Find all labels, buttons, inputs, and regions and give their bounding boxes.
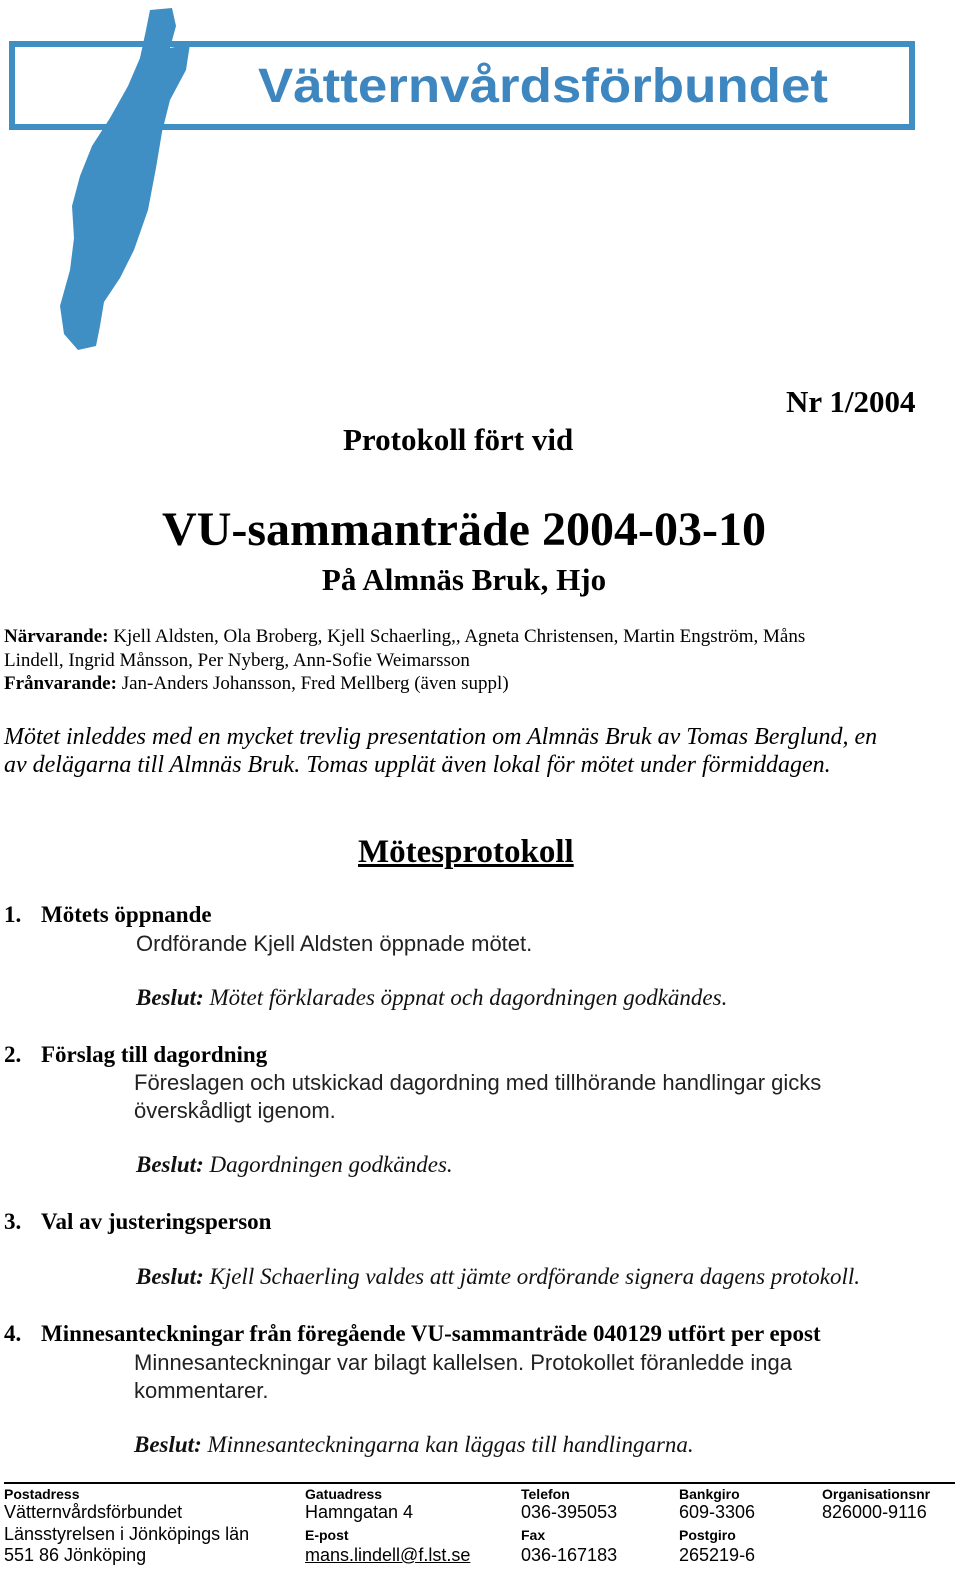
footer-postadress-3: 551 86 Jönköping: [4, 1545, 147, 1565]
footer-email-link[interactable]: mans.lindell@f.lst.se: [305, 1545, 471, 1565]
organization-logo: [0, 0, 960, 360]
document-number: Nr 1/2004: [786, 384, 916, 419]
decision-label: Beslut:: [136, 1152, 204, 1177]
item-body-line: kommentarer.: [134, 1378, 269, 1403]
item-decision: [136, 1152, 453, 1178]
footer-fax: 036-167183: [521, 1545, 618, 1565]
agenda-item-heading: [4, 1321, 821, 1347]
meeting-location: På Almnäs Bruk, Hjo: [321, 562, 607, 597]
footer-postadress-2: Länsstyrelsen i Jönköpings län: [4, 1524, 250, 1544]
intro-line-1: Mötet inleddes med en mycket trevlig presentation om Almnäs Bruk av Tomas Berglund, en: [4, 724, 878, 750]
footer-bankgiro-label: Bankgiro: [679, 1486, 740, 1502]
item-number: 3.: [4, 1209, 22, 1234]
footer-telefon: 036-395053: [521, 1502, 618, 1522]
footer-postadress-label: Postadress: [4, 1486, 80, 1502]
page-title: VU-sammanträde 2004-03-10: [162, 503, 766, 556]
decision-label: Beslut:: [134, 1432, 202, 1457]
decision-label: Beslut:: [136, 985, 204, 1010]
section-title: Mötesprotokoll: [358, 834, 574, 870]
item-number: 4.: [4, 1321, 22, 1346]
agenda-item-heading: [4, 1042, 267, 1068]
decision-text: Dagordningen godkändes.: [203, 1152, 453, 1177]
item-body-line: Ordförande Kjell Aldsten öppnade mötet.: [136, 931, 533, 956]
footer-postgiro-label: Postgiro: [679, 1527, 736, 1543]
footer-gatuadress-label: Gatuadress: [305, 1486, 383, 1502]
item-number: 2.: [4, 1042, 22, 1067]
footer-bankgiro: 609-3306: [679, 1502, 756, 1522]
decision-text: Kjell Schaerling valdes att jämte ordförande signera dagens protokoll.: [203, 1264, 861, 1289]
decision-label: Beslut:: [136, 1264, 204, 1289]
item-body-line: överskådligt igenom.: [134, 1098, 336, 1123]
footer-divider: [4, 1482, 955, 1484]
footer-postgiro: 265219-6: [679, 1545, 756, 1565]
footer-fax-label: Fax: [521, 1527, 546, 1543]
agenda-item-heading: [4, 1209, 271, 1235]
item-decision: [134, 1432, 694, 1458]
item-title: Minnesanteckningar från föregående VU-sammanträde 040129 utfört per epost: [41, 1321, 821, 1346]
footer-postadress-1: Vätternvårdsförbundet: [4, 1502, 183, 1522]
footer-orgnr: 826000-9116: [822, 1502, 927, 1522]
item-title: Förslag till dagordning: [41, 1042, 268, 1067]
item-decision: [136, 985, 727, 1011]
present-names-2: Lindell, Ingrid Månsson, Per Nyberg, Ann-Sofie Weimarsson: [4, 650, 470, 671]
item-number: 1.: [4, 902, 22, 927]
item-body-line: Föreslagen och utskickad dagordning med tillhörande handlingar gicks: [134, 1070, 822, 1095]
item-decision: [136, 1264, 860, 1290]
footer-epost-label: E-post: [305, 1527, 349, 1543]
attendance-present-line-1: [4, 626, 805, 648]
footer-telefon-label: Telefon: [521, 1486, 570, 1502]
footer-gatuadress: Hamngatan 4: [305, 1502, 414, 1522]
item-body-line: Minnesanteckningar var bilagt kallelsen. Protokollet föranledde inga: [134, 1350, 792, 1375]
intro-line-2: av delägarna till Almnäs Bruk. Tomas upplät även lokal för mötet under förmiddagen.: [4, 752, 831, 778]
footer-orgnr-label: Organisationsnr: [822, 1486, 931, 1502]
present-names-1: Kjell Aldsten, Ola Broberg, Kjell Schaerling,, Agneta Christensen, Martin Engström, Måns: [108, 626, 806, 647]
absent-label: Frånvarande:: [4, 673, 117, 694]
absent-names: Jan-Anders Johansson, Fred Mellberg (även suppl): [116, 673, 509, 694]
item-title: Mötets öppnande: [41, 902, 212, 927]
decision-text: Minnesanteckningarna kan läggas till handlingarna.: [201, 1432, 694, 1457]
logo-text: Vätternvårdsförbundet: [258, 60, 829, 113]
document-subtitle: Protokoll fört vid: [343, 422, 574, 457]
present-label: Närvarande:: [4, 626, 109, 647]
agenda-item-heading: [4, 902, 212, 928]
attendance-absent-line: [4, 673, 509, 695]
item-title: Val av justeringsperson: [41, 1209, 272, 1234]
decision-text: Mötet förklarades öppnat och dagordningen godkändes.: [203, 985, 728, 1010]
lake-vattern-icon: [60, 8, 190, 350]
